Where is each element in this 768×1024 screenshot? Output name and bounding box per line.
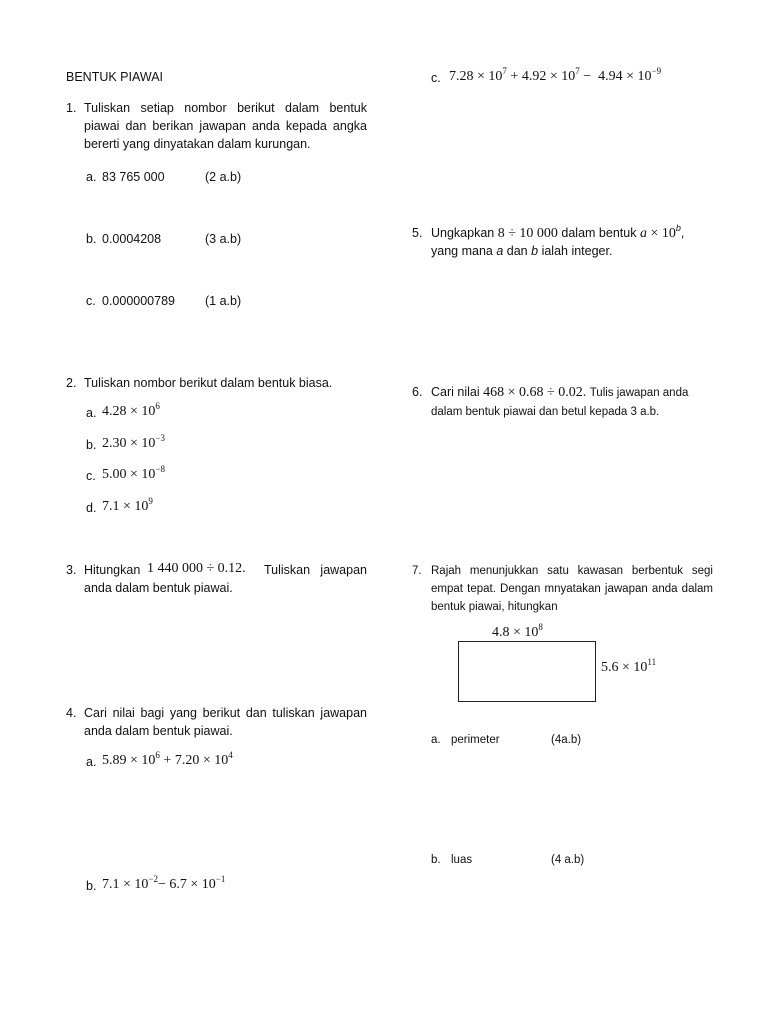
q2d-expr: $7.1 \times 10^9$: [102, 496, 153, 514]
q2a-expr: $4.28 \times 10^6$: [102, 401, 160, 419]
q1-number: 1.: [66, 101, 77, 115]
q2-number: 2.: [66, 376, 77, 390]
q5-line1: Ungkapkan 8 ÷ 10 000 dalam bentuk a × 10$^b$,: [431, 223, 685, 241]
q1c-label: c.: [86, 294, 96, 308]
q7b-text: luas: [451, 854, 473, 866]
q7-text: Rajah menunjukkan satu kawasan berbentuk segi empat tepat. Dengan mnyatakan jawapan anda dalam bentuk piawai, hitungkan: [431, 565, 713, 613]
q3-expr: 1 440 000 ÷ 0.12.: [147, 561, 246, 576]
q6-number: 6.: [412, 385, 423, 399]
q4-text: Cari nilai bagi yang berikut dan tuliskan jawapan anda dalam bentuk piawai.: [84, 706, 367, 738]
q7-height-label: $5.6 \times 10^{11}$: [601, 657, 657, 675]
q2b-label: b.: [86, 438, 97, 452]
q1c-value: 0.000000789: [102, 294, 175, 308]
q7-width-label: $4.8 \times 10^8$: [492, 622, 543, 640]
q6-line1: Cari nilai 468 × 0.68 ÷ 0.02. Tulis jawapan anda: [431, 385, 689, 400]
q3-rest: Tuliskan jawapan anda dalam bentuk piawai.: [84, 563, 367, 595]
q4a-expr: $5.89 \times 10^6 + 7.20 \times 10^4$: [102, 750, 233, 768]
q7b-label: b.: [431, 854, 441, 866]
q7b-sf: (4 a.b): [551, 854, 585, 866]
q2a-label: a.: [86, 406, 97, 420]
q1a-label: a.: [86, 170, 97, 184]
q1c-sf: (1 a.b): [205, 294, 242, 308]
rectangle-diagram: [458, 641, 596, 702]
q4b-expr: $7.1 \times 10^{-2}- 6.7 \times 10^{-1}$: [102, 874, 226, 892]
q7a-text: perimeter: [451, 734, 500, 746]
q5-line2: yang mana a dan b ialah integer.: [431, 244, 613, 258]
q7-number: 7.: [412, 565, 422, 577]
page-title: BENTUK PIAWAI: [66, 70, 164, 84]
q1b-sf: (3 a.b): [205, 232, 242, 246]
q2-text: Tuliskan nombor berikut dalam bentuk biasa.: [84, 376, 333, 390]
q4c-label: c.: [431, 71, 441, 85]
q7a-label: a.: [431, 734, 441, 746]
q2c-label: c.: [86, 469, 96, 483]
q5-number: 5.: [412, 226, 423, 240]
q1-text: Tuliskan setiap nombor berikut dalam bentuk piawai dan berikan jawapan anda kepada angka bererti yang dinyatakan dalam kurungan.: [84, 101, 367, 151]
q4-number: 4.: [66, 706, 77, 720]
q1b-label: b.: [86, 232, 97, 246]
q3-number: 3.: [66, 563, 77, 577]
q1b-value: 0.0004208: [102, 232, 162, 246]
q6-line2: dalam bentuk piawai dan betul kepada 3 a.b.: [431, 406, 660, 418]
q4b-label: b.: [86, 879, 97, 893]
q3-prefix: Hitungkan: [84, 563, 141, 577]
q2b-expr: $2.30 \times 10^{-3}$: [102, 433, 165, 451]
q1a-value: 83 765 000: [102, 170, 165, 184]
q4a-label: a.: [86, 755, 97, 769]
q2c-expr: $5.00 \times 10^{-8}$: [102, 464, 165, 482]
q4c-expr: $7.28 \times 10^7 + 4.92 \times 10^7 - 4.94 \times 10^{-9}$: [449, 66, 662, 84]
q7a-sf: (4a.b): [551, 734, 582, 746]
q1a-sf: (2 a.b): [205, 170, 242, 184]
q2d-label: d.: [86, 501, 97, 515]
